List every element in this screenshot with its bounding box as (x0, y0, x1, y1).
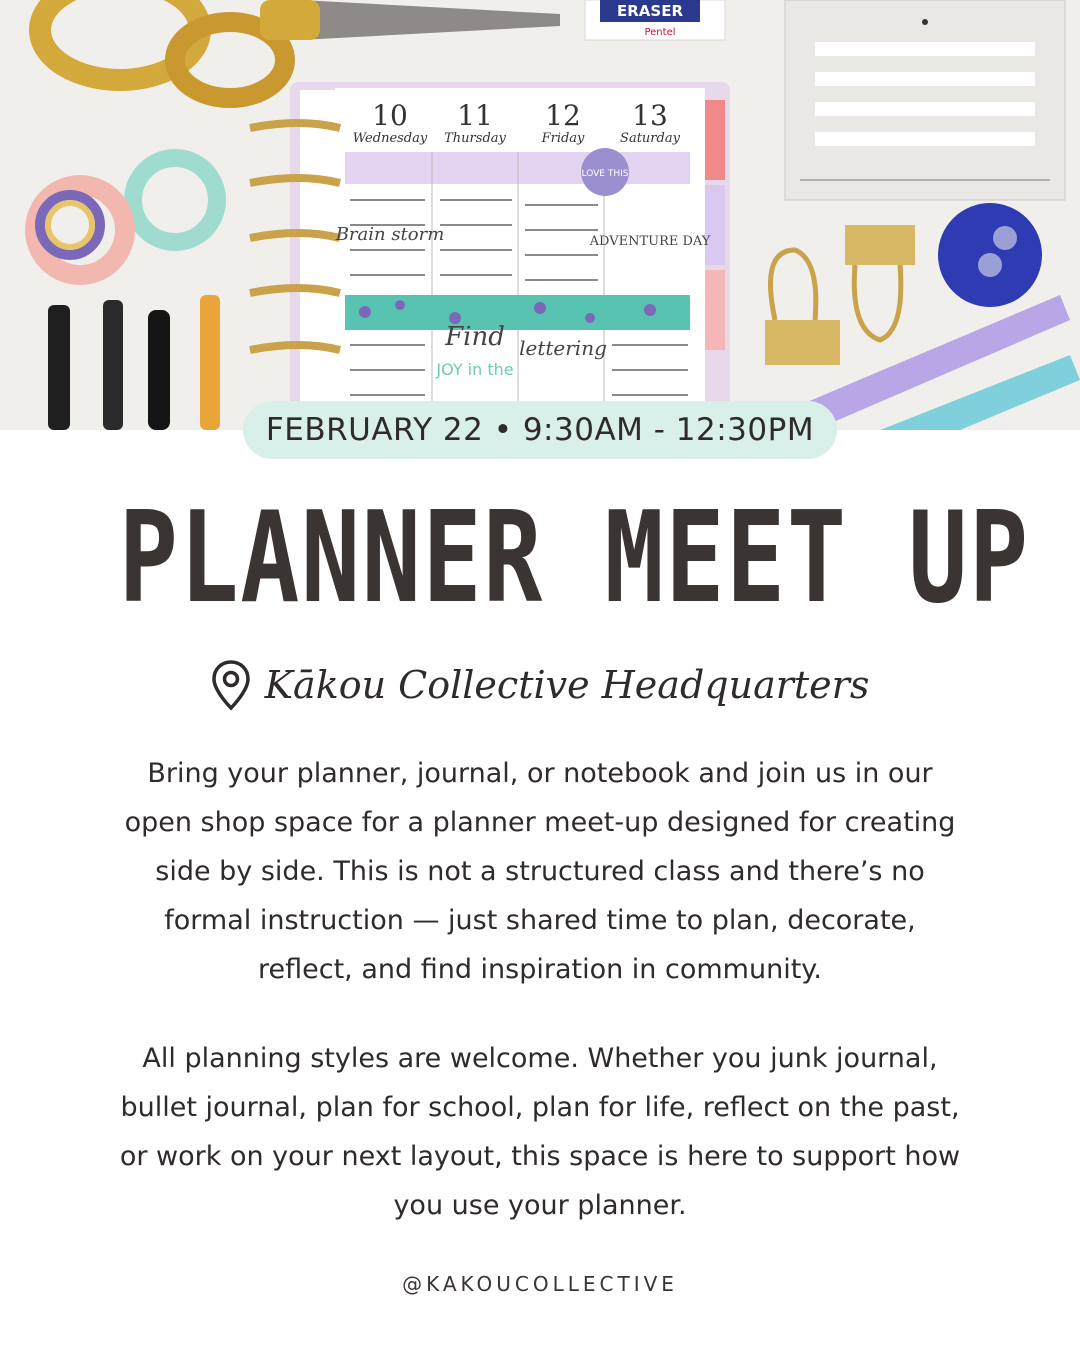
eraser-label: ERASER (616, 2, 684, 20)
hero-illustration (0, 0, 1080, 430)
location-pin-icon (211, 659, 251, 711)
day-name-4: Saturday (620, 131, 680, 146)
planner (250, 82, 730, 430)
description-paragraph-1: Bring your planner, journal, or notebook and join us in our open shop space for a planner meet-up designed for creating side by side. This is not a structured class and there’s no formal instruction — just shared time to plan, decorate, reflect, and find inspiration in community. (124, 758, 956, 985)
description-paragraph-2: All planning styles are welcome. Whether you junk journal, bullet journal, plan for school, plan for life, reflect on the past, or work on your next layout, this space is here to support how you use your planner. (119, 1043, 961, 1221)
eraser (585, 0, 725, 40)
washi-tapes (35, 158, 217, 275)
eraser-brand: Pentel (644, 27, 676, 38)
day-number-2: 11 (457, 99, 493, 132)
day-number-4: 13 (632, 99, 668, 132)
event-date-time: FEBRUARY 22 • 9:30AM - 12:30PM (243, 401, 837, 459)
binder-clips (765, 225, 915, 365)
event-title: PLANNER MEET UP (118, 484, 1030, 631)
day-name-3: Friday (541, 131, 585, 146)
pens (48, 295, 220, 430)
event-location (0, 650, 1080, 720)
day-name-1: Wednesday (352, 131, 428, 146)
lettering-adventure: ADVENTURE DAY (589, 234, 711, 249)
sticker-text: LOVE THIS (581, 169, 629, 179)
hero-photo (0, 0, 1080, 430)
social-handle: @KAKOUCOLLECTIVE (402, 1272, 678, 1296)
day-name-2: Thursday (444, 131, 506, 146)
lettering-title: lettering (519, 336, 607, 360)
lettering-find: Find (445, 322, 505, 352)
highlighters (800, 295, 1080, 430)
day-number-1: 10 (372, 99, 408, 132)
location-name: Kākou Collective Headquarters (264, 663, 870, 707)
sharpener (938, 203, 1042, 307)
lettering-brainstorm: Brain storm (335, 224, 445, 245)
day-number-3: 12 (545, 99, 581, 132)
lettering-joy: JOY in the (436, 360, 514, 379)
stencil-ruler (785, 0, 1065, 200)
